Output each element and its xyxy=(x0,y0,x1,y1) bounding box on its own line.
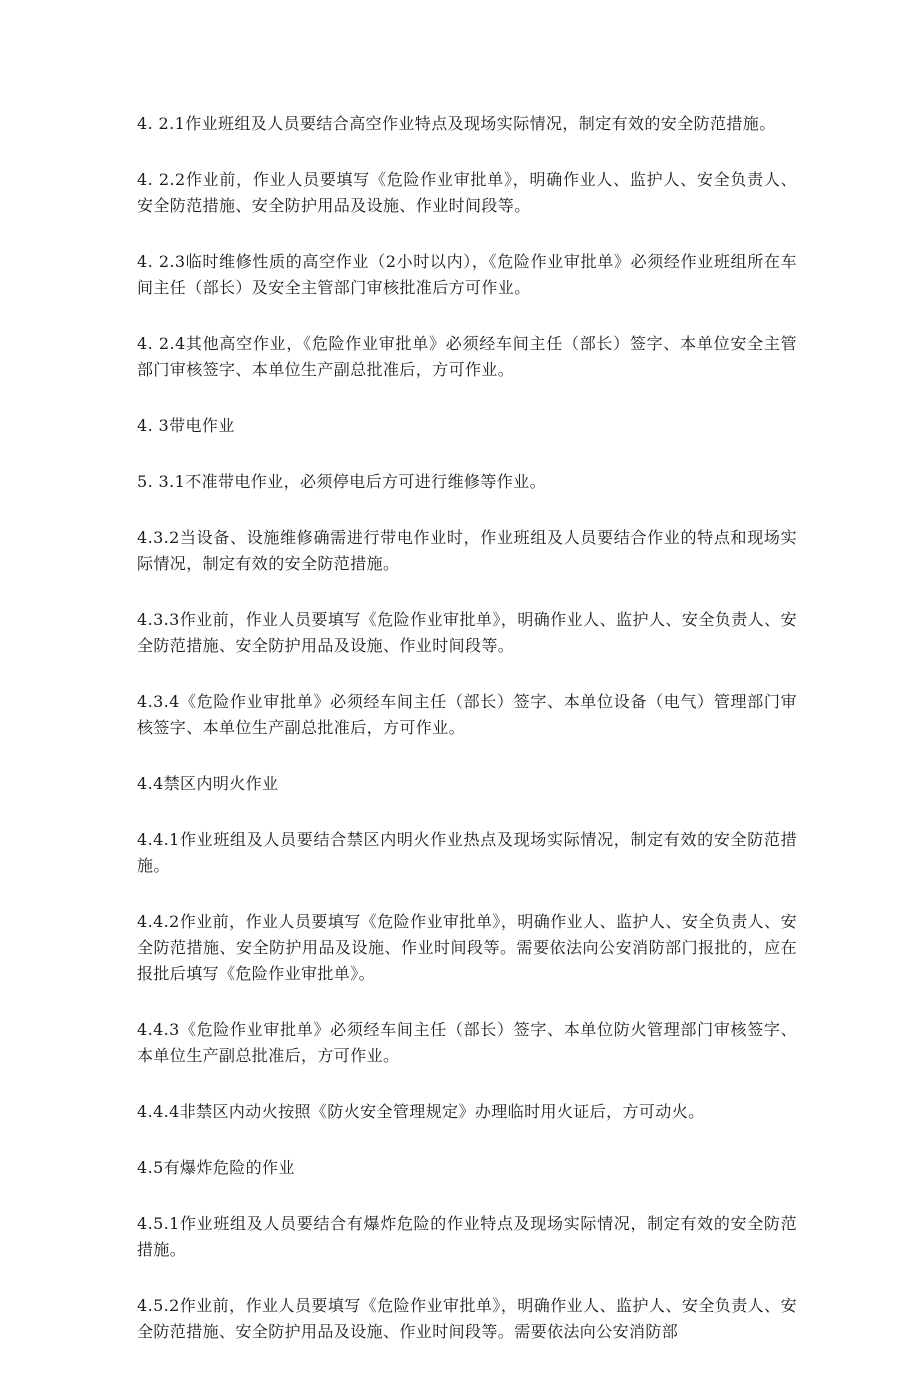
paragraph-4-4-1: 4.4.1作业班组及人员要结合禁区内明火作业热点及现场实际情况，制定有效的安全防范措施。 xyxy=(137,830,797,875)
paragraph-5-3-1: 5. 3.1不准带电作业，必须停电后方可进行维修等作业。 xyxy=(137,472,546,491)
paragraph-4-2-1: 4. 2.1作业班组及人员要结合高空作业特点及现场实际情况，制定有效的安全防范措施。 xyxy=(137,114,776,133)
paragraph-4-4-4: 4.4.4非禁区内动火按照《防火安全管理规定》办理临时用火证后，方可动火。 xyxy=(137,1102,705,1121)
paragraph-4-3-4: 4.3.4《危险作业审批单》必须经车间主任（部长）签字、本单位设备（电气）管理部门审核签字、本单位生产副总批准后，方可作业。 xyxy=(137,692,797,737)
paragraph-4-4-2: 4.4.2作业前，作业人员要填写《危险作业审批单》，明确作业人、监护人、安全负责人、安全防范措施、安全防护用品及设施、作业时间段等。需要依法向公安消防部门报批的，应在报批后填写《危险作业审批单》。 xyxy=(137,912,797,983)
paragraph-4-3-3: 4.3.3作业前，作业人员要填写《危险作业审批单》，明确作业人、监护人、安全负责人、安全防范措施、安全防护用品及设施、作业时间段等。 xyxy=(137,610,797,655)
paragraph-4-2-2: 4. 2.2作业前，作业人员要填写《危险作业审批单》，明确作业人、监护人、安全负责人、安全防范措施、安全防护用品及设施、作业时间段等。 xyxy=(137,170,797,215)
paragraph-4-5-1: 4.5.1作业班组及人员要结合有爆炸危险的作业特点及现场实际情况，制定有效的安全防范措施。 xyxy=(137,1214,797,1259)
paragraph-4-3-2: 4.3.2当设备、设施维修确需进行带电作业时，作业班组及人员要结合作业的特点和现场实际情况，制定有效的安全防范措施。 xyxy=(137,528,797,573)
paragraph-4-4-3: 4.4.3《危险作业审批单》必须经车间主任（部长）签字、本单位防火管理部门审核签字、本单位生产副总批准后，方可作业。 xyxy=(137,1020,797,1065)
paragraph-4-5-2: 4.5.2作业前，作业人员要填写《危险作业审批单》，明确作业人、监护人、安全负责人、安全防范措施、安全防护用品及设施、作业时间段等。需要依法向公安消防部 xyxy=(137,1296,797,1341)
section-heading-4-4: 4.4禁区内明火作业 xyxy=(137,774,279,793)
paragraph-4-2-3: 4. 2.3临时维修性质的高空作业（2小时以内），《危险作业审批单》必须经作业班组所在车间主任（部长）及安全主管部门审核批准后方可作业。 xyxy=(137,252,797,297)
section-heading-4-5: 4.5有爆炸危险的作业 xyxy=(137,1158,295,1177)
document-body xyxy=(137,111,797,1375)
paragraph-4-2-4: 4. 2.4其他高空作业，《危险作业审批单》必须经车间主任（部长）签字、本单位安全主管部门审核签字、本单位生产副总批准后，方可作业。 xyxy=(137,334,797,379)
section-heading-4-3: 4. 3带电作业 xyxy=(137,416,235,435)
